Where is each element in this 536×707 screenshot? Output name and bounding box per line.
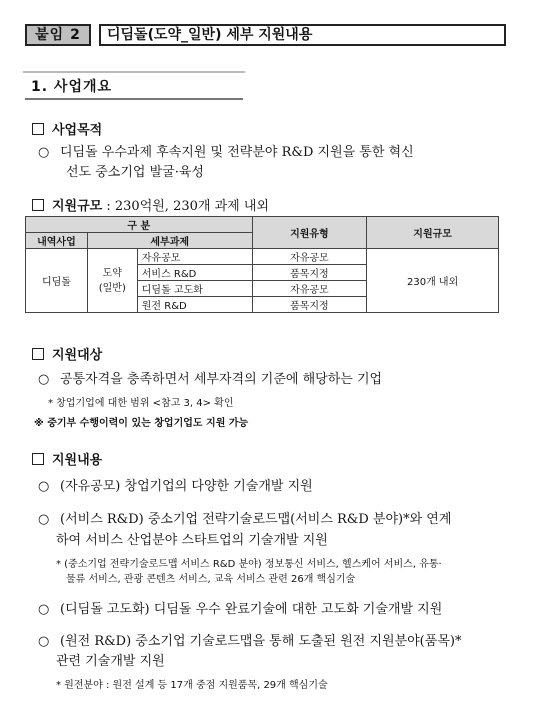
content-item2-line2: 하여 서비스 산업분야 스타트업의 기술개발 지원	[56, 533, 328, 548]
content-item4-note: * 원전분야 : 원전 설계 등 17개 중점 지원품목, 29개 핵심기술	[56, 680, 328, 691]
square-bullet-icon	[32, 453, 44, 465]
type-cell: 품목지정	[252, 297, 367, 313]
square-bullet-icon	[32, 123, 44, 135]
content-item3: ○ (디딤돌 고도화) 디딤돌 우수 완료기술에 대한 고도화 기술개발 지원	[38, 600, 518, 620]
target-line: ○ 공통자격을 충족하면서 세부자격의 기준에 해당하는 기업	[38, 370, 508, 390]
document-title: 디딤돌(도약_일반) 세부 지원내용	[99, 24, 506, 46]
content-item2-note2: 물류 서비스, 관광 콘텐츠 서비스, 교육 서비스 관련 26개 핵심기술	[66, 574, 356, 585]
attachment-tag: 붙임 2	[25, 24, 91, 46]
header-program: 내역사업	[26, 233, 88, 249]
support-table	[25, 216, 499, 313]
circle-bullet: ○	[38, 145, 50, 160]
scale-title: 지원규모	[52, 199, 103, 214]
task-cell: 서비스 R&D	[137, 265, 252, 281]
header-group: 구 분	[26, 217, 253, 233]
content-heading	[32, 449, 102, 468]
section-heading: 1. 사업개요	[25, 76, 243, 100]
content-title: 지원내용	[52, 453, 103, 468]
type-cell: 자유공모	[252, 281, 367, 297]
target-title: 지원대상	[52, 348, 103, 363]
task-cell: 자유공모	[137, 249, 252, 265]
task-cell: 원전 R&D	[137, 297, 252, 313]
content-item4-line2: 관련 기술개발 지원	[56, 654, 165, 669]
purpose-title: 사업목적	[52, 123, 103, 138]
content-item2-line1: ○ (서비스 R&D) 중소기업 전략기술로드맵(서비스 R&D 분야)*와 연계	[38, 510, 518, 530]
content-item2-note1: * (중소기업 전략기술로드맵 서비스 R&D 분야) 정보통신 서비스, 헬스케어 서비스, 유통·	[56, 559, 442, 570]
scale-text: : 230억원, 230개 과제 내외	[102, 199, 269, 214]
program-cell: 디딤돌	[26, 249, 88, 313]
table-row	[26, 249, 499, 265]
type-cell: 자유공모	[252, 249, 367, 265]
circle-bullet: ○	[38, 602, 50, 617]
purpose-line1: ○ 디딤돌 우수과제 후속지원 및 전략분야 R&D 지원을 통한 혁신	[38, 143, 508, 163]
circle-bullet: ○	[38, 634, 50, 649]
purpose-line2: 선도 중소기업 발굴·육성	[66, 165, 204, 180]
header-type: 지원유형	[252, 217, 367, 249]
content-item1: ○ (자유공모) 창업기업의 다양한 기술개발 지원	[38, 477, 508, 497]
target-note2: ※ 중기부 수행이력이 있는 창업기업도 지원 가능	[34, 418, 249, 429]
circle-bullet: ○	[38, 479, 50, 494]
circle-bullet: ○	[38, 372, 50, 387]
scale-heading	[32, 195, 269, 214]
purpose-heading	[32, 119, 102, 138]
header-scale: 지원규모	[367, 217, 499, 249]
header-subtask: 세부과제	[87, 233, 252, 249]
page-header	[25, 24, 506, 46]
circle-bullet: ○	[38, 512, 50, 527]
square-bullet-icon	[32, 348, 44, 360]
target-note: * 창업기업에 대한 범위 <참고 3, 4> 확인	[48, 398, 234, 409]
content-item4-line1: ○ (원전 R&D) 중소기업 기술로드맵을 통해 도출된 원전 지원분야(품목)*	[38, 632, 518, 652]
category-cell: 도약 (일반)	[87, 249, 137, 313]
type-cell: 품목지정	[252, 265, 367, 281]
square-bullet-icon	[32, 199, 44, 211]
scale-cell: 230개 내외	[367, 249, 499, 313]
task-cell: 디딤돌 고도화	[137, 281, 252, 297]
target-heading	[32, 344, 102, 363]
